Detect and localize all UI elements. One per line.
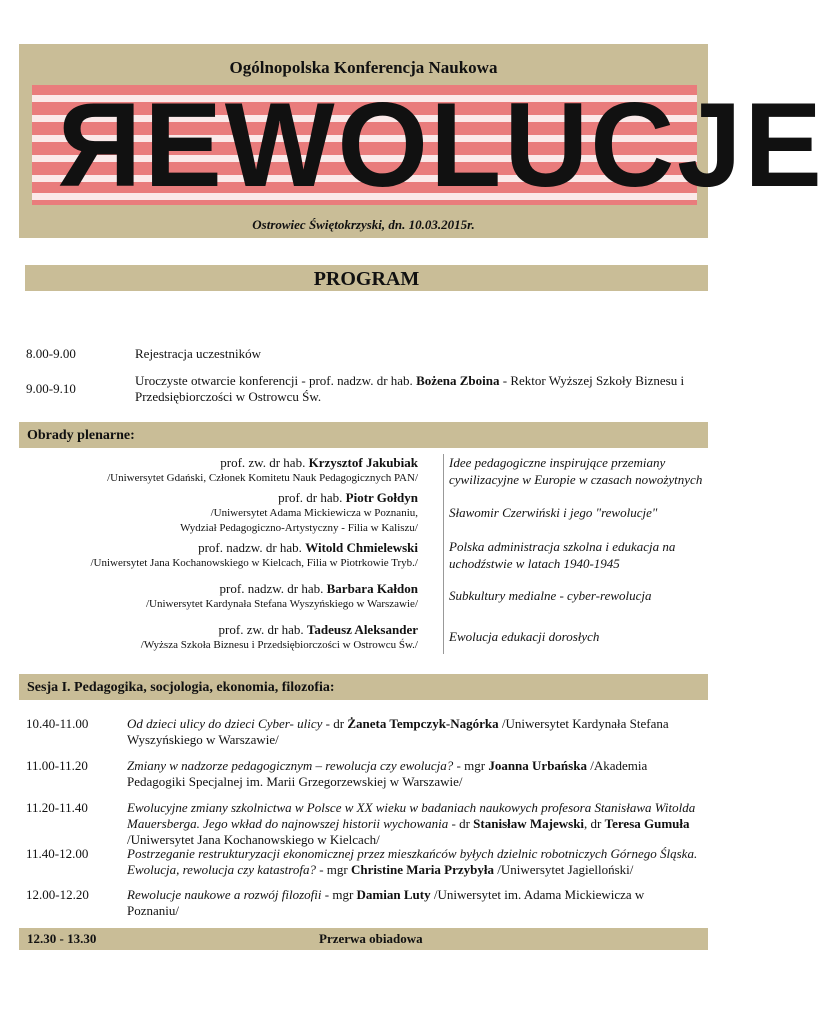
conference-title: Ogólnopolska Konferencja Naukowa: [229, 58, 498, 77]
plenary-speaker: prof. zw. dr hab. Krzysztof Jakubiak /Uniwersytet Gdański, Członek Komitetu Nauk Pedagogicznych PAN/: [107, 455, 418, 484]
rewolucje-logo: [32, 78, 822, 212]
logo-letter: R: [57, 78, 142, 212]
plenary-speaker: prof. nadzw. dr hab. Barbara Kałdon /Uniwersytet Kardynała Stefana Wyszyńskiego w Warszawie/: [145, 581, 418, 610]
opening-desc: Uroczyste otwarcie konferencji - prof. nadzw. dr hab. Bożena Zboina - Rektor Wyższej Szkoły Biznesu i Przedsiębiorczości w Ostrowcu Św.: [135, 373, 685, 404]
plenary-heading: Obrady plenarne:: [19, 422, 708, 448]
lunch-label: Przerwa obiadowa: [319, 931, 423, 946]
place-date: Ostrowiec Świętokrzyski, dn. 10.03.2015r.: [252, 217, 475, 232]
session-time: 11.20-11.40: [26, 800, 88, 815]
header-banner: [19, 44, 822, 238]
session-time: 12.00-12.20: [26, 887, 89, 902]
logo-letter: E: [143, 78, 222, 212]
time-registration: 8.00-9.00: [26, 346, 76, 361]
session-talk: Zmiany w nadzorze pedagogicznym – rewolucja czy ewolucja? - mgr Joanna Urbańska /Akademia Pedagogiki Specjalnej im. Marii Grzegorzewskiej w Warszawie/: [127, 758, 648, 789]
logo-letter: O: [337, 78, 428, 212]
plenary-topic: Subkultury medialne - cyber-rewolucja: [449, 588, 652, 603]
session-talk: Ewolucyjne zmiany szkolnictwa w Polsce w XX wieku w badaniach naukowych profesora Stanisława Witolda Mauersberga. Jego wkład do najnowszej historii wychowania - dr Stanisław Majewski, dr Teresa Gumuła /Uniwersytet Jana Kochanowskiego w Kielcach/: [127, 800, 696, 847]
time-opening: 9.00-9.10: [26, 381, 76, 396]
logo-letter: W: [224, 78, 335, 212]
session-talk: Rewolucje naukowe a rozwój filozofii - mgr Damian Luty /Uniwersytet im. Adama Mickiewicza w Poznaniu/: [127, 887, 645, 918]
plenary-topic: Idee pedagogiczne inspirujące przemiany cywilizacyjne w Europie w czasach nowożytnych: [449, 455, 703, 487]
program-title: PROGRAM: [25, 265, 708, 291]
session-time: 11.40-12.00: [26, 846, 89, 861]
registration-desc: Rejestracja uczestników: [135, 346, 261, 361]
plenary-topic: Ewolucja edukacji dorosłych: [449, 629, 600, 644]
session-time: 11.00-11.20: [26, 758, 88, 773]
plenary-speaker: prof. dr hab. Piotr Gołdyn /Uniwersytet Adama Mickiewicza w Poznaniu, Wydział Pedagogiczno-Artystyczny - Filia w Kaliszu/: [180, 490, 418, 534]
lunch-time: 12.30 - 13.30: [27, 931, 97, 946]
session-time: 10.40-11.00: [26, 716, 89, 731]
logo-letter: C: [590, 78, 675, 212]
plenary-speaker: prof. nadzw. dr hab. Witold Chmielewski /Uniwersytet Jana Kochanowskiego w Kielcach, Filia w Piotrkowie Tryb./: [90, 540, 418, 569]
logo-letter: L: [430, 78, 502, 212]
plenary-speaker: prof. zw. dr hab. Tadeusz Aleksander /Wyższa Szkoła Biznesu i Przedsiębiorczości w Ostrowcu Św./: [140, 622, 418, 651]
plenary-list: [19, 452, 708, 660]
session-talk: Od dzieci ulicy do dzieci Cyber- ulicy - dr Żaneta Tempczyk-Nagórka /Uniwersytet Kardynała Stefana Wyszyńskiego w Warszawie/: [127, 716, 669, 747]
plenary-topic: Sławomir Czerwiński i jego "rewolucje": [449, 505, 658, 520]
session1-heading: Sesja I. Pedagogika, socjologia, ekonomia, filozofia:: [19, 674, 708, 700]
session-talk: Postrzeganie restrukturyzacji ekonomicznej przez mieszkańców byłych dzielnic robotniczych Górnego Śląska. Ewolucja, rewolucja czy katastrofa? - mgr Christine Maria Przybyła /Uniwersytet Jagielloński/: [127, 846, 698, 877]
logo-letter: J: [676, 78, 742, 212]
lunch-break-bar: [19, 928, 708, 950]
plenary-topic: Polska administracja szkolna i edukacja na uchodźstwie w latach 1940-1945: [449, 539, 676, 571]
logo-text: [56, 78, 823, 212]
logo-letter: U: [503, 78, 589, 212]
logo-letter: E: [743, 78, 822, 212]
